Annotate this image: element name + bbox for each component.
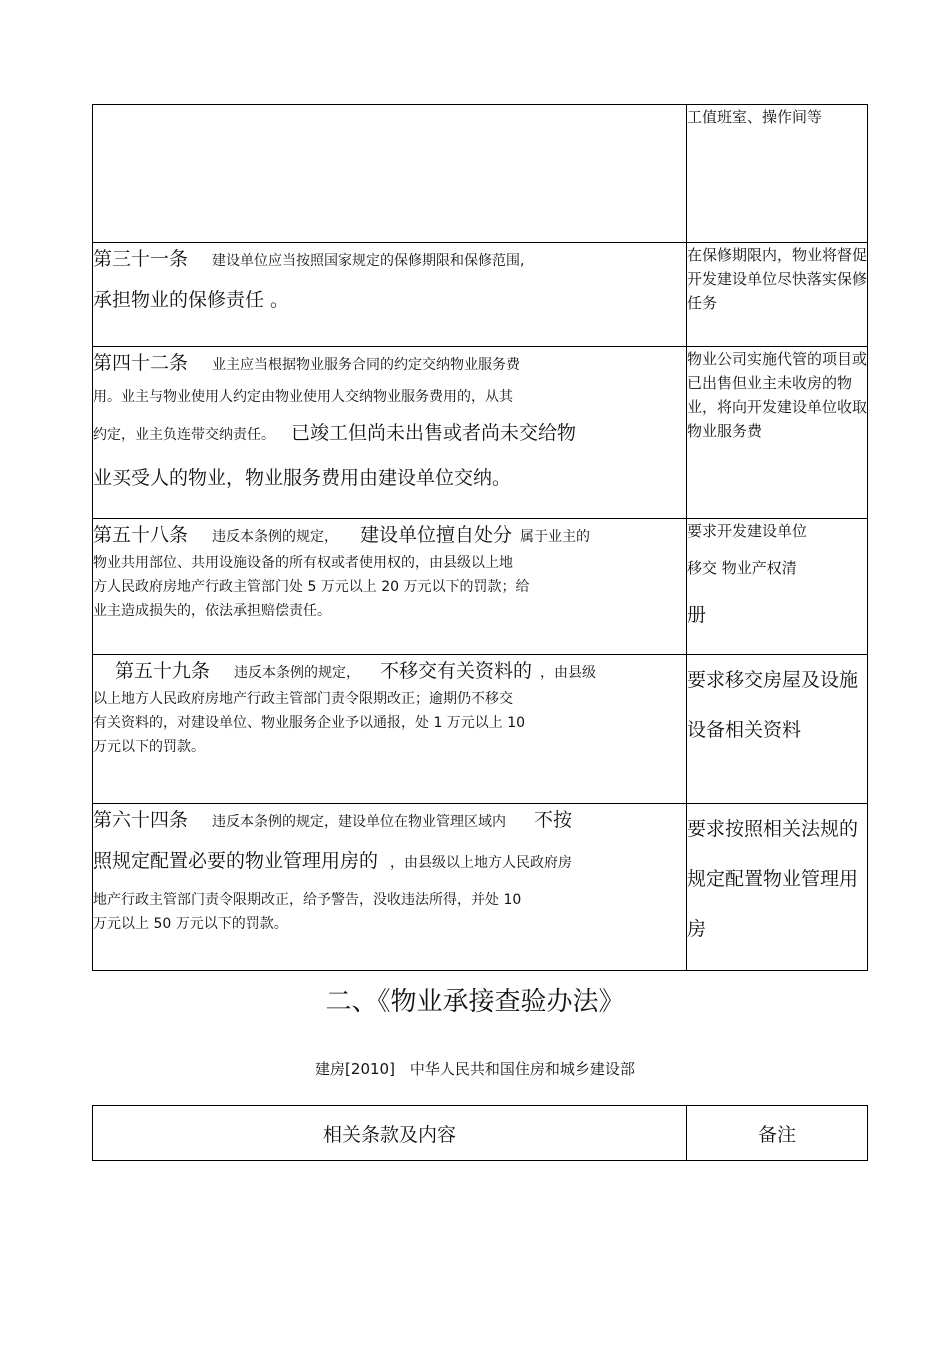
note-text: 物业公司实施代管的项目或已出售但业主未收房的物业，将向开发建设单位收取物业服务费: [687, 350, 868, 440]
article-number: 第三十一条: [93, 248, 189, 270]
table-row: [93, 655, 868, 804]
note-text: 移交 物业产权清: [687, 559, 797, 577]
clause-text: 约定，业主负连带交纳责任。: [93, 427, 275, 443]
clause-text-emphasis: 照规定配置必要的物业管理用房的: [93, 850, 379, 872]
note-cell: [687, 347, 868, 519]
column-header-notes: 备注: [687, 1106, 868, 1161]
table-row: [93, 804, 868, 971]
clause-text: 属于业主的: [520, 529, 591, 545]
clause-text-emphasis: 不按: [534, 809, 573, 831]
note-cell: [687, 655, 868, 804]
note-cell: [687, 519, 868, 655]
table-row: [93, 519, 868, 655]
article-number: 第六十四条: [93, 809, 189, 831]
clause-cell: [93, 105, 687, 243]
clause-text: 以上地方人民政府房地产行政主管部门责令限期改正；逾期仍不移交: [93, 691, 513, 707]
note-text: 工值班室、操作间等: [687, 108, 823, 126]
table-row: [93, 243, 868, 347]
clause-text-emphasis: 承担物业的保修责任 。: [93, 289, 290, 311]
clause-text-emphasis: 不移交有关资料的: [380, 660, 533, 682]
note-text: 要求移交房屋及设施设备相关资料: [687, 669, 859, 741]
clause-cell: [93, 347, 687, 519]
clause-header-table: [92, 1105, 868, 1161]
article-number: 第五十九条: [115, 660, 211, 682]
clause-text: 有关资料的，对建设单位、物业服务企业予以通报，处 1 万元以上 10: [93, 715, 526, 731]
clause-text: ，由县级: [540, 665, 597, 681]
clause-cell: [93, 519, 687, 655]
clause-cell: [93, 655, 687, 804]
clause-text-emphasis: 建设单位擅自处分: [360, 524, 513, 546]
note-cell: [687, 804, 868, 971]
note-cell: [687, 243, 868, 347]
note-text: 要求开发建设单位: [687, 522, 808, 540]
table-row: [93, 347, 868, 519]
clause-cell: [93, 804, 687, 971]
clause-text: 方人民政府房地产行政主管部门处 5 万元以上 20 万元以下的罚款；给: [93, 579, 530, 595]
clause-text: 违反本条例的规定，: [234, 665, 361, 681]
clause-text: 万元以上 50 万元以下的罚款。: [93, 916, 288, 932]
clause-text-emphasis: 已竣工但尚未出售或者尚未交给物: [291, 422, 577, 444]
clause-text: 物业共用部位、共用设施设备的所有权或者使用权的，由县级以上地: [93, 555, 513, 571]
note-text: 册: [687, 604, 707, 626]
regulation-table: [92, 104, 868, 971]
article-number: 第四十二条: [93, 352, 189, 374]
column-header-clauses: 相关条款及内容: [93, 1106, 687, 1161]
clause-text: 业主应当根据物业服务合同的约定交纳物业服务费: [212, 357, 521, 373]
clause-text: 业主造成损失的，依法承担赔偿责任。: [93, 603, 331, 619]
clause-text: 用。业主与物业使用人约定由物业使用人交纳物业服务费用的，从其: [93, 389, 513, 405]
clause-text: 地产行政主管部门责令限期改正，给予警告，没收违法所得，并处 10: [93, 892, 522, 908]
section-heading: 二、《物业承接查验办法》: [325, 987, 625, 1017]
article-number: 第五十八条: [93, 524, 189, 546]
clause-text: ，由县级以上地方人民政府房: [390, 855, 573, 871]
document-source: 建房[2010] 中华人民共和国住房和城乡建设部: [315, 1060, 635, 1078]
table-header-row: [93, 1106, 868, 1161]
table-row: [93, 105, 868, 243]
clause-cell: [93, 243, 687, 347]
clause-text: 万元以下的罚款。: [93, 739, 205, 755]
note-text: 要求按照相关法规的规定配置物业管理用房: [687, 818, 859, 940]
clause-text: 违反本条例的规定，: [212, 529, 339, 545]
note-cell: [687, 105, 868, 243]
clause-text: 违反本条例的规定，建设单位在物业管理区域内: [212, 814, 507, 830]
clause-text-emphasis: 业买受人的物业，物业服务费用由建设单位交纳。: [93, 467, 512, 489]
clause-text: 建设单位应当按照国家规定的保修期限和保修范围,: [212, 253, 525, 269]
note-text: 在保修期限内，物业将督促开发建设单位尽快落实保修任务: [687, 246, 868, 312]
